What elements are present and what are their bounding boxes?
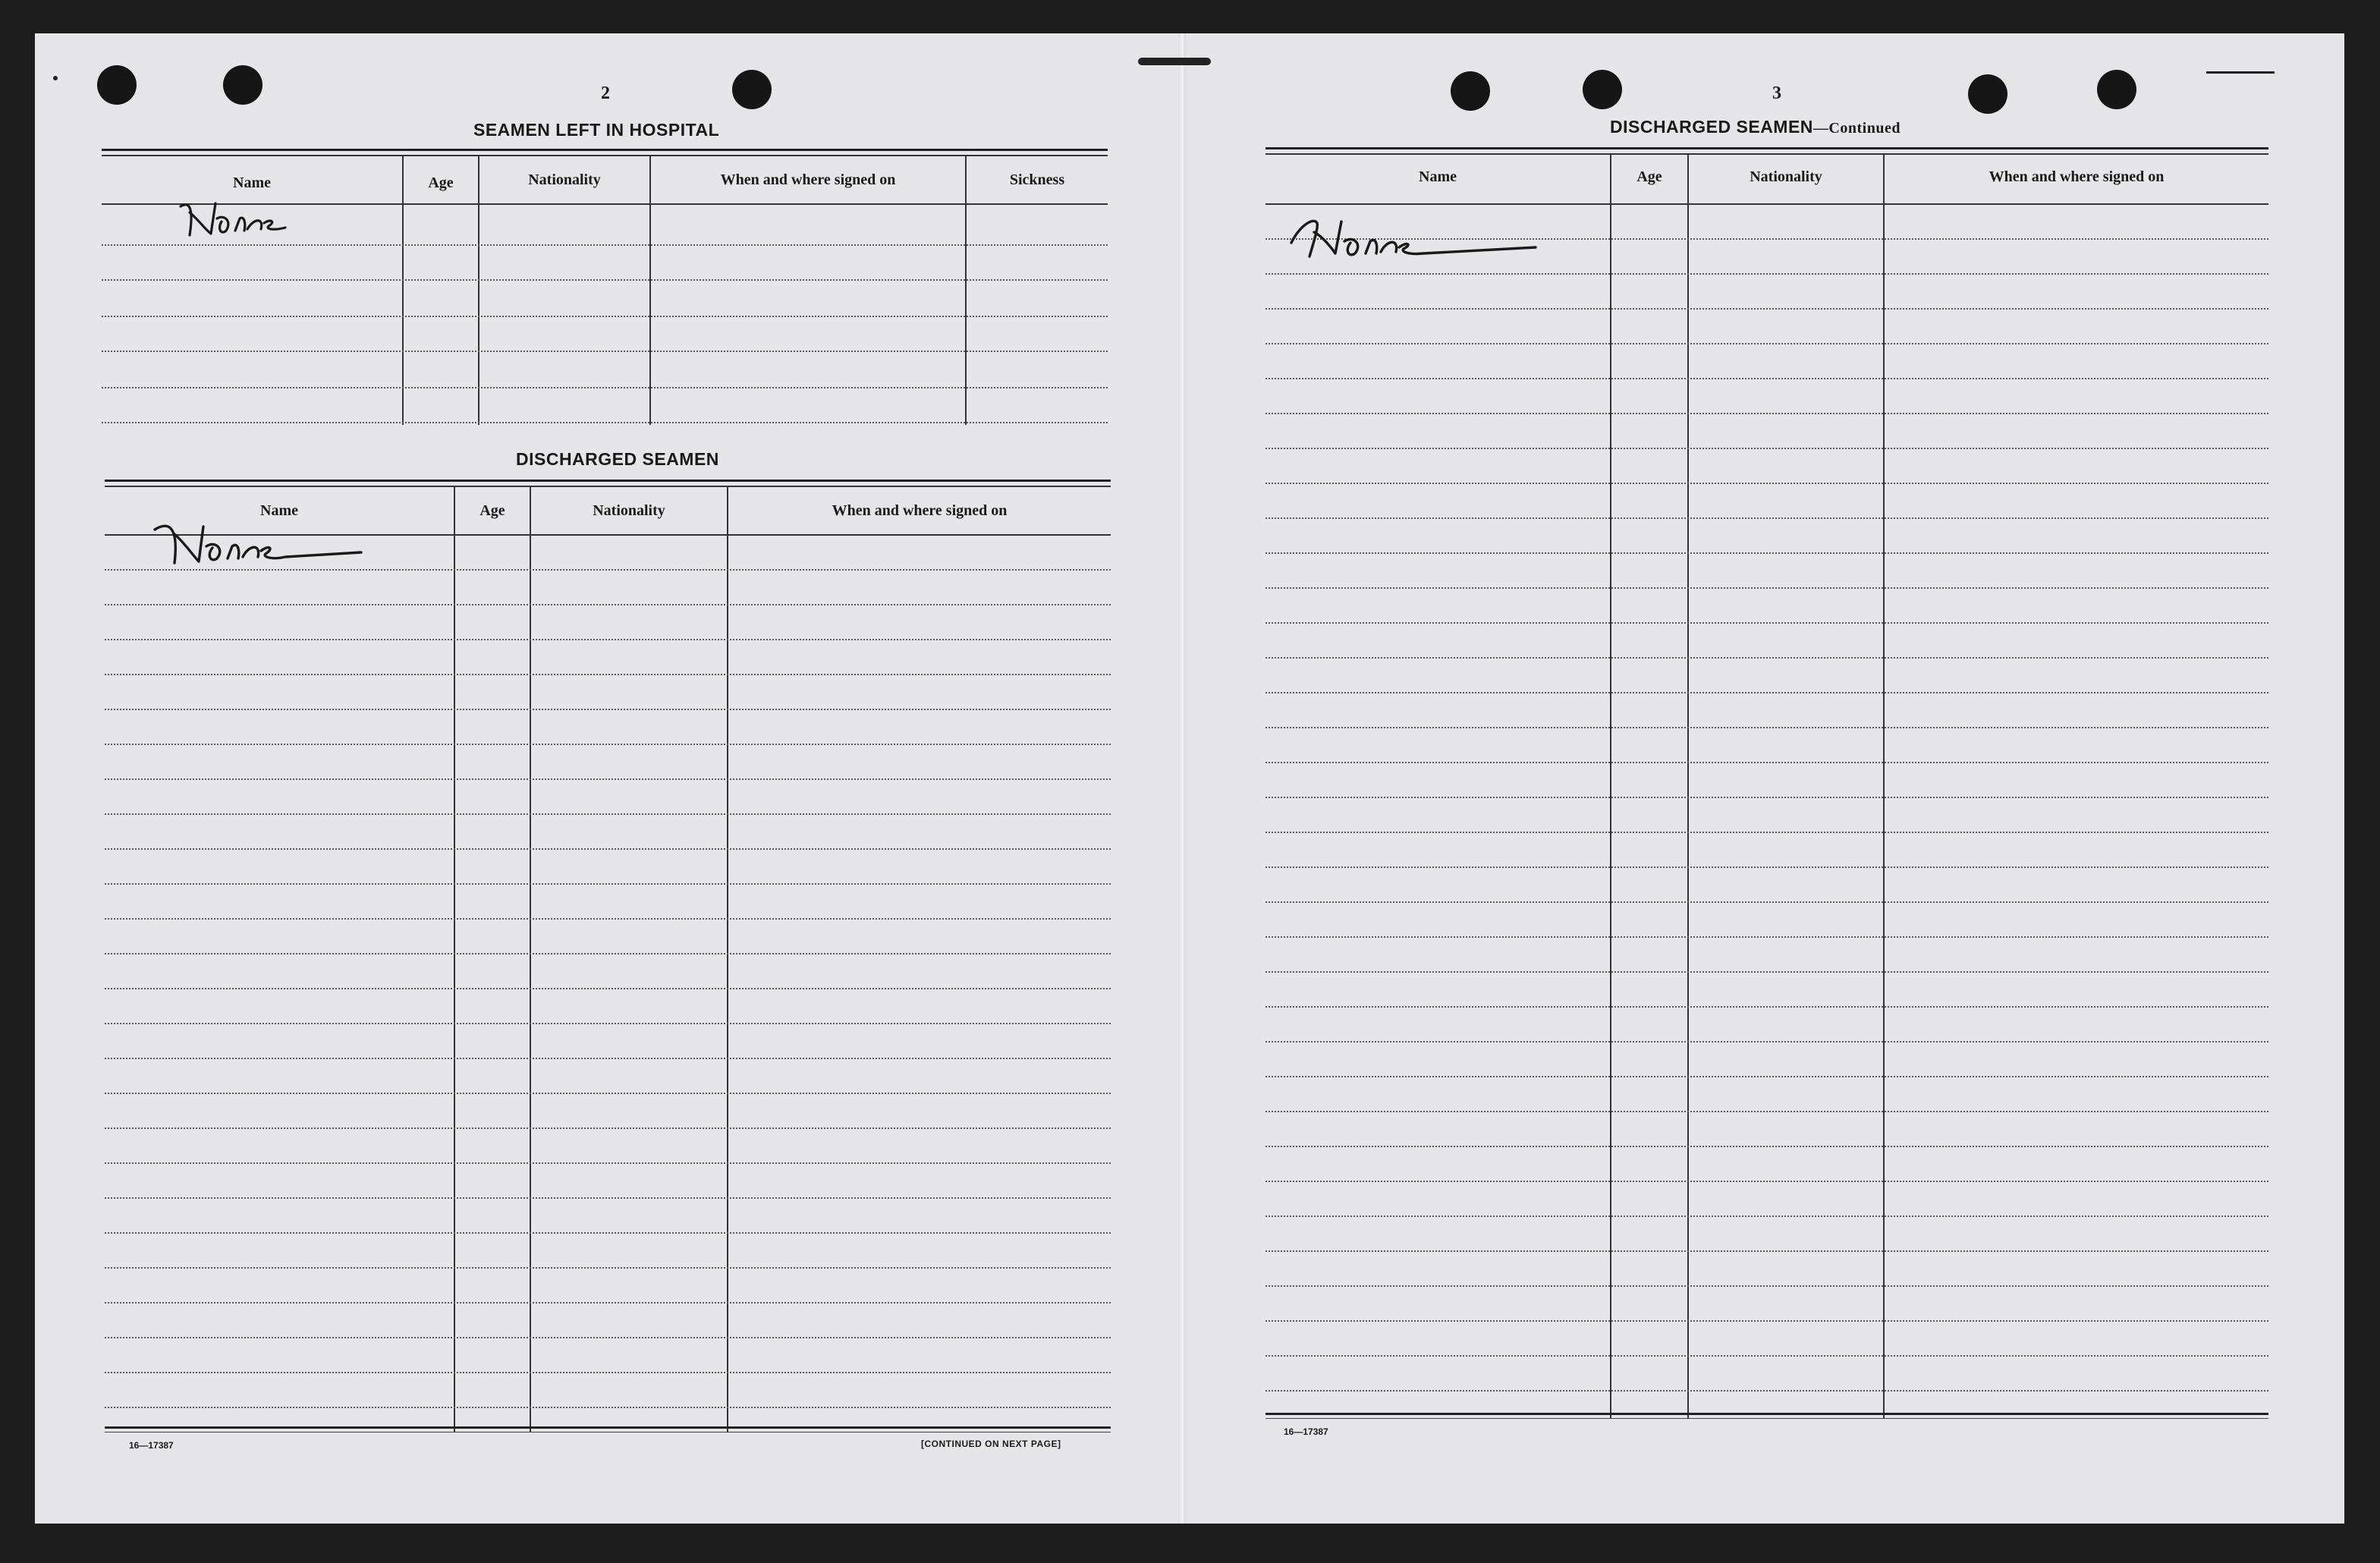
header-underline	[1265, 203, 2268, 205]
row-line	[1265, 273, 2268, 275]
row-line	[105, 1372, 1111, 1373]
row-line	[105, 709, 1111, 710]
ink-mark	[2206, 71, 2275, 74]
row-line	[1265, 622, 2268, 624]
discharged-section-title: DISCHARGED SEAMEN	[516, 449, 719, 469]
row-line	[105, 744, 1111, 745]
row-line	[1265, 936, 2268, 938]
row-line	[105, 604, 1111, 605]
row-line	[105, 1337, 1111, 1338]
row-line	[1265, 1390, 2268, 1392]
row-line	[1265, 517, 2268, 519]
row-line	[105, 813, 1111, 815]
row-line	[105, 1093, 1111, 1094]
row-line	[105, 1197, 1111, 1199]
row-line	[1265, 727, 2268, 728]
row-line	[1265, 1111, 2268, 1112]
row-line	[105, 883, 1111, 885]
column-divider	[649, 156, 651, 425]
row-line	[105, 1267, 1111, 1269]
column-header-signed-on: When and where signed on	[720, 171, 896, 188]
hospital-section-title: SEAMEN LEFT IN HOSPITAL	[473, 120, 720, 140]
ink-mark	[53, 76, 58, 80]
handwritten-none-discharged	[149, 514, 376, 583]
discharged-continued-table	[1265, 147, 2268, 1423]
column-divider	[402, 156, 404, 425]
column-divider	[727, 487, 728, 1432]
punch-hole	[2097, 70, 2136, 109]
row-line	[105, 1232, 1111, 1234]
column-divider	[530, 487, 531, 1432]
table-bottom-rule	[105, 1426, 1111, 1432]
column-header-name: Name	[233, 175, 271, 191]
punch-hole	[223, 65, 263, 105]
row-line	[105, 988, 1111, 989]
column-divider	[965, 156, 967, 425]
row-line	[105, 1058, 1111, 1059]
column-header-nationality: Nationality	[593, 502, 665, 519]
row-line	[105, 674, 1111, 675]
ink-mark	[1138, 58, 1211, 65]
row-line	[1265, 343, 2268, 344]
table-bottom-rule	[1265, 1413, 2268, 1419]
row-line	[102, 351, 1108, 352]
row-line	[1265, 308, 2268, 310]
row-line	[105, 918, 1111, 920]
row-line	[105, 1127, 1111, 1129]
row-line	[1265, 1146, 2268, 1147]
row-line	[1265, 797, 2268, 798]
row-line	[105, 848, 1111, 850]
row-line	[1265, 587, 2268, 589]
row-line	[1265, 1215, 2268, 1217]
form-number-left: 16—17387	[129, 1440, 174, 1451]
row-line	[1265, 762, 2268, 763]
punch-hole	[1968, 74, 2007, 114]
column-header-age: Age	[479, 502, 505, 519]
column-divider	[478, 156, 479, 425]
form-number-right: 16—17387	[1284, 1426, 1328, 1437]
discharged-continued-title-suffix: —Continued	[1813, 120, 1901, 137]
row-line	[1265, 1285, 2268, 1287]
row-line	[1265, 552, 2268, 554]
row-line	[105, 953, 1111, 954]
row-line	[1265, 448, 2268, 449]
discharged-continued-title	[1610, 117, 1901, 137]
row-line	[1265, 832, 2268, 833]
row-line	[105, 1407, 1111, 1408]
punch-hole	[732, 70, 772, 109]
column-header-age: Age	[428, 175, 454, 191]
page-number-left: 2	[601, 83, 610, 103]
row-line	[102, 316, 1108, 317]
punch-hole	[1451, 71, 1490, 111]
row-line	[102, 279, 1108, 281]
page-fold	[1178, 33, 1186, 1524]
table-top-rule	[105, 480, 1111, 487]
hospital-table	[102, 149, 1108, 425]
row-line	[1265, 1076, 2268, 1077]
row-line	[105, 1162, 1111, 1164]
handwritten-none-continued	[1284, 209, 1542, 270]
row-line	[102, 387, 1108, 388]
column-header-name: Name	[1419, 168, 1457, 185]
column-header-age: Age	[1636, 168, 1662, 185]
discharged-continued-title-main: DISCHARGED SEAMEN	[1610, 117, 1813, 137]
row-line	[105, 778, 1111, 780]
row-line	[1265, 1181, 2268, 1182]
row-line	[105, 639, 1111, 640]
column-header-signed-on: When and where signed on	[832, 502, 1008, 519]
row-line	[1265, 1006, 2268, 1008]
handwritten-none-hospital	[171, 196, 308, 256]
column-divider	[454, 487, 455, 1432]
row-line	[102, 422, 1108, 423]
punch-hole	[1583, 70, 1622, 109]
punch-hole	[97, 65, 137, 105]
table-top-rule	[102, 149, 1108, 156]
row-line	[1265, 692, 2268, 693]
column-header-name: Name	[260, 502, 298, 519]
table-top-rule	[1265, 147, 2268, 155]
continued-note: [CONTINUED ON NEXT PAGE]	[921, 1439, 1061, 1449]
row-line	[1265, 378, 2268, 379]
row-line	[105, 1302, 1111, 1304]
column-header-signed-on: When and where signed on	[1989, 168, 2165, 185]
column-header-nationality: Nationality	[1750, 168, 1822, 185]
row-line	[1265, 657, 2268, 659]
row-line	[105, 1023, 1111, 1024]
column-header-sickness: Sickness	[1009, 171, 1065, 188]
discharged-table	[105, 480, 1111, 1436]
row-line	[1265, 1250, 2268, 1252]
row-line	[1265, 1041, 2268, 1043]
row-line	[1265, 1320, 2268, 1322]
row-line	[1265, 971, 2268, 973]
row-line	[1265, 483, 2268, 484]
row-line	[1265, 866, 2268, 868]
column-header-nationality: Nationality	[528, 171, 601, 188]
page-number-right: 3	[1772, 83, 1781, 103]
row-line	[1265, 1355, 2268, 1357]
row-line	[1265, 901, 2268, 903]
row-line	[1265, 413, 2268, 414]
